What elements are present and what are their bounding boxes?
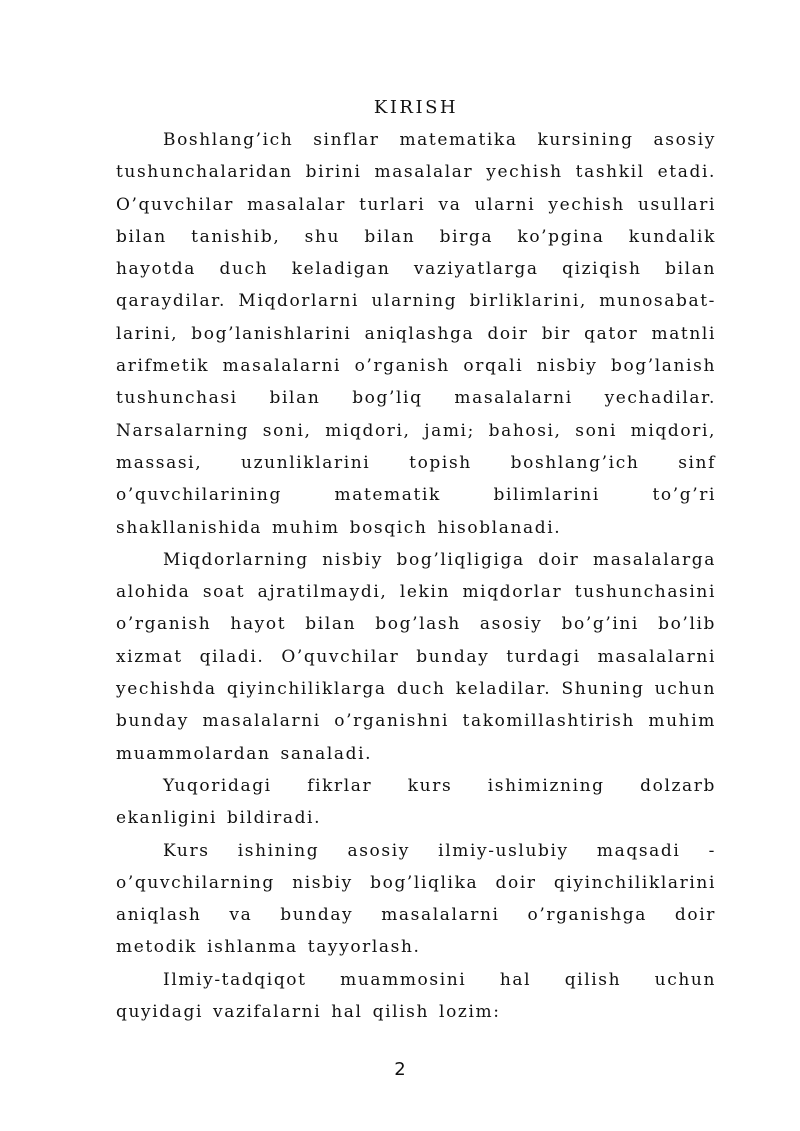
paragraph-4: Kurs ishining asosiy ilmiy-uslubiy maqsadi - o’quvchilarning nisbiy bog’liqlika doir qiyinchiliklarini aniqlash va bunday masalalarni o’rganishga doir metodik ishlanma tayyorlash. (116, 840, 716, 958)
paragraph-5: Ilmiy-tadqiqot muammosini hal qilish uchun quyidagi vazifalarni hal qilish lozim: (116, 969, 716, 1023)
paragraph-1: Boshlang’ich sinflar matematika kursining asosiy tushunchalaridan birini masalalar yechish tashkil etadi. O’quvchilar masalalar turlari va ularni yechish usullari bilan tanishib, shu bilan birga ko’pgina kundalik hayotda duch keladigan vaziyatlarga qiziqish bilan qaraydilar. Miqdorlarni ularning birliklarini, munosabat-larini, bog’lanishlarini aniqlashga doir bir qator matnli arifmetik masalalarni o’rganish orqali nisbiy bog’lanish tushunchasi bilan bog’liq masalalarni yechadilar. Narsalarning soni, miqdori, jami; bahosi, soni miqdori, massasi, uzunliklarini topish boshlang’ich sinf o’quvchilarining matematik bilimlarini to’g’ri shakllanishida muhim bosqich hisoblanadi. (116, 130, 716, 538)
page-content (116, 92, 716, 1028)
paragraph-2: Miqdorlarning nisbiy bog’liqligiga doir masalalarga alohida soat ajratilmaydi, lekin miqdorlar tushunchasini o’rganish hayot bilan bog’lash asosiy bo’g’ini bo’lib xizmat qiladi. O’quvchilar bunday turdagi masalalarni yechishda qiyinchiliklarga duch keladilar. Shuning uchun bunday masalalarni o’rganishni takomillashtirish muhim muammolardan sanaladi. (116, 549, 716, 764)
paragraph-3: Yuqoridagi fikrlar kurs ishimizning dolzarb ekanligini bildiradi. (116, 775, 716, 829)
page-number: 2 (394, 1059, 406, 1080)
section-title: KIRISH (373, 97, 459, 118)
